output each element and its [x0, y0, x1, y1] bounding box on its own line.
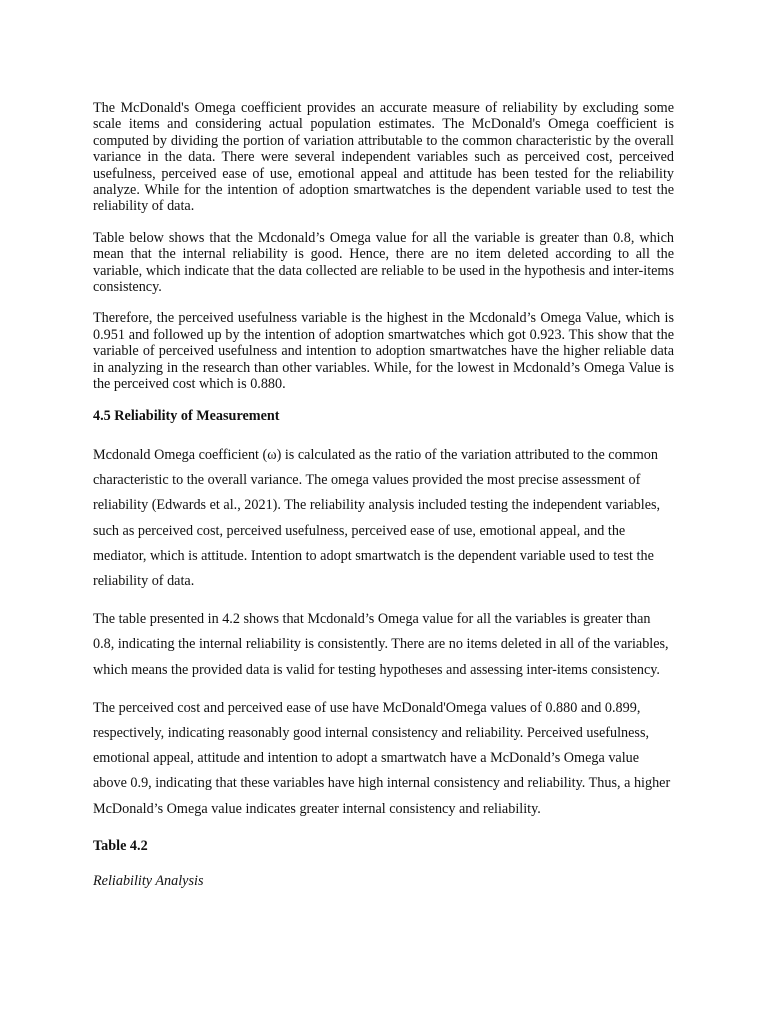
table-caption: Reliability Analysis [93, 873, 204, 890]
section-heading: 4.5 Reliability of Measurement [93, 407, 280, 424]
section-paragraph-2: The table presented in 4.2 shows that Mcdonald’s Omega value for all the variables is greater than 0.8, indicating the internal reliability is consistently. There are no items deleted in all of the variables, which means the provided data is valid for testing hypotheses and assessing inter-items consistency. [93, 611, 669, 678]
intro-paragraph-3: Therefore, the perceived usefulness variable is the highest in the Mcdonald’s Omega Value, which is 0.951 and followed up by the intention of adoption smartwatches which got 0.923. This show that the variable of perceived usefulness and intention to adoption smartwatches have the higher reliable data in analyzing in the research than other variables. While, for the lowest in Mcdonald’s Omega Value is the perceived cost which is 0.880. [93, 310, 674, 393]
table-label: Table 4.2 [93, 837, 148, 854]
intro-paragraph-2: Table below shows that the Mcdonald’s Omega value for all the variable is greater than 0.8, which mean that the internal reliability is good. Hence, there are no item deleted according to all the variable, which indicate that the data collected are reliable to be used in the hypothesis and inter-items consistency. [93, 229, 674, 296]
section-paragraph-1: Mcdonald Omega coefficient (ω) is calculated as the ratio of the variation attributed to the common characteristic to the overall variance. The omega values provided the most precise assessment of reliability (Edwards et al., 2021). The reliability analysis included testing the independent variables, such as perceived cost, perceived usefulness, perceived ease of use, emotional appeal, and the mediator, which is attitude. Intention to adopt smartwatch is the dependent variable used to test the reliability of data. [93, 446, 661, 589]
document-page [93, 100, 674, 890]
section-paragraph-3: The perceived cost and perceived ease of use have McDonald'Omega values of 0.880 and 0.899, respectively, indicating reasonably good internal consistency and reliability. Perceived usefulness, emotional appeal, attitude and intention to adopt a smartwatch have a McDonald’s Omega value above 0.9, indicating that these variables have high internal consistency and reliability. Thus, a higher McDonald’s Omega value indicates greater internal consistency and reliability. [93, 699, 671, 817]
intro-paragraph-1: The McDonald's Omega coefficient provides an accurate measure of reliability by excluding some scale items and considering actual population estimates. The McDonald's Omega coefficient is computed by dividing the portion of variation attributable to the common characteristic by the overall variance in the data. There were several independent variables such as perceived cost, perceived usefulness, perceived ease of use, emotional appeal and attitude has been tested for the reliability analyze. While for the intention of adoption smartwatches is the dependent variable used to test the reliability of data. [93, 100, 674, 215]
